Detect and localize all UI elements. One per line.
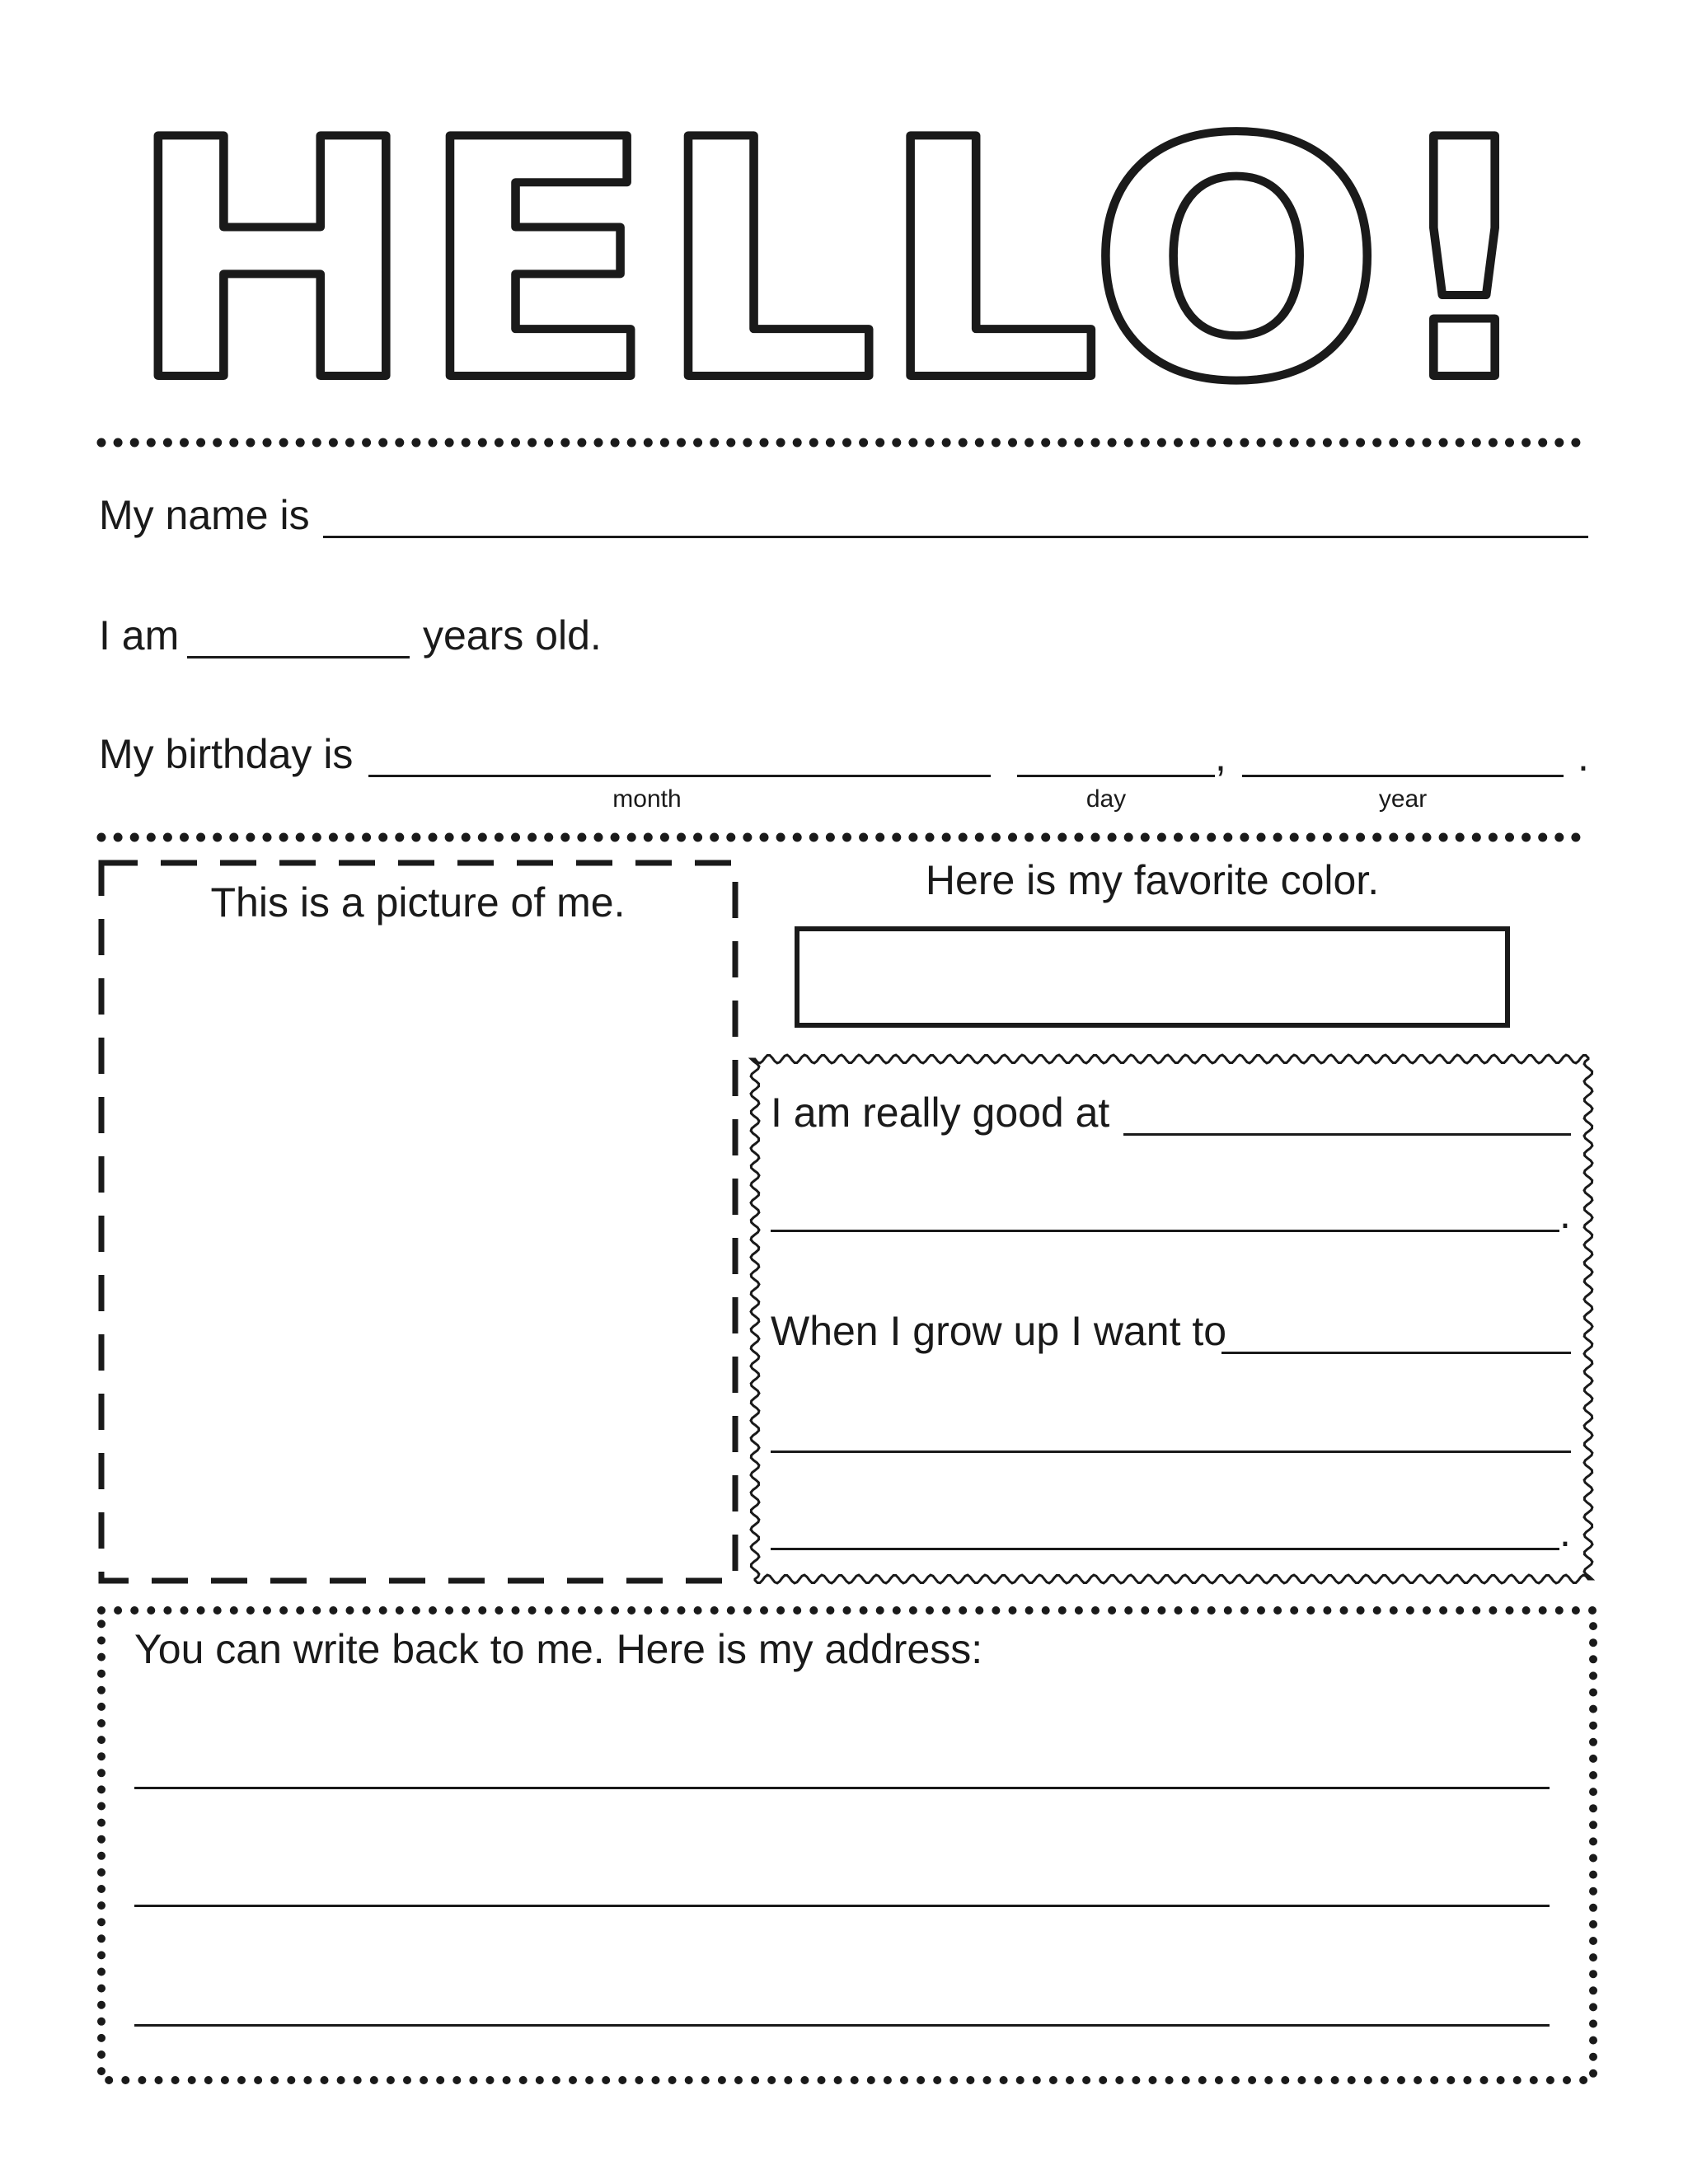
age-line[interactable] bbox=[187, 656, 410, 658]
day-caption: day bbox=[1085, 785, 1127, 813]
good-at-line-1[interactable] bbox=[1123, 1133, 1571, 1136]
birthday-comma: , bbox=[1215, 733, 1226, 780]
year-caption: year bbox=[1378, 785, 1428, 813]
birthday-month-line[interactable] bbox=[368, 775, 991, 777]
month-caption: month bbox=[612, 785, 682, 813]
address-line-1[interactable] bbox=[134, 1787, 1550, 1789]
name-line[interactable] bbox=[323, 536, 1588, 538]
favorite-color-fill-area[interactable] bbox=[802, 934, 1503, 1020]
grow-up-period: . bbox=[1559, 1509, 1571, 1555]
grow-up-line-1[interactable] bbox=[1221, 1352, 1571, 1354]
birthday-year-line[interactable] bbox=[1242, 775, 1564, 777]
good-at-period: . bbox=[1559, 1191, 1571, 1237]
address-frame-dotted bbox=[101, 1610, 1593, 2080]
hello-title-text: HELLO! bbox=[126, 71, 1545, 412]
picture-drawing-area[interactable] bbox=[111, 940, 725, 1570]
birthday-day-line[interactable] bbox=[1017, 775, 1215, 777]
address-line-3[interactable] bbox=[134, 2024, 1550, 2027]
good-at-label: I am really good at bbox=[771, 1090, 1110, 1136]
grow-up-label: When I grow up I want to bbox=[771, 1308, 1227, 1354]
grow-up-line-2[interactable] bbox=[771, 1451, 1571, 1453]
good-at-line-2[interactable] bbox=[771, 1230, 1559, 1232]
name-label: My name is bbox=[99, 492, 310, 538]
age-prefix-label: I am bbox=[99, 612, 180, 658]
address-line-2[interactable] bbox=[134, 1905, 1550, 1907]
grow-up-line-3[interactable] bbox=[771, 1548, 1559, 1550]
favorite-color-label: Here is my favorite color. bbox=[925, 857, 1380, 903]
age-suffix-label: years old. bbox=[423, 612, 602, 658]
address-label: You can write back to me. Here is my address: bbox=[134, 1626, 983, 1672]
picture-label: This is a picture of me. bbox=[210, 879, 626, 926]
birthday-label: My birthday is bbox=[99, 731, 354, 777]
birthday-period: . bbox=[1578, 733, 1589, 780]
